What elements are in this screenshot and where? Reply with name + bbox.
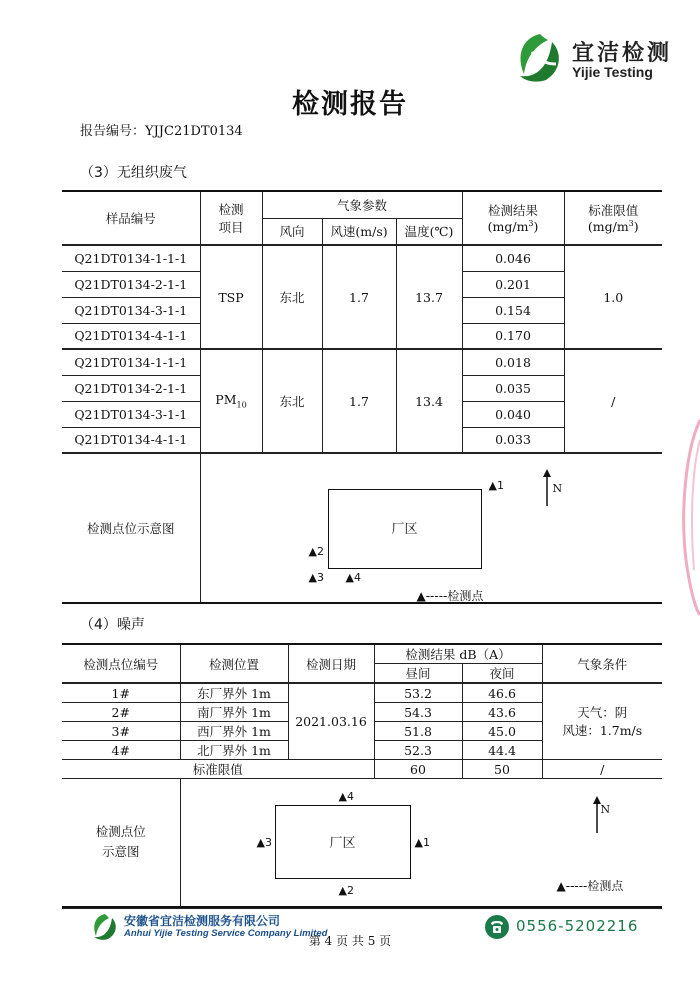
- north-label: N: [600, 803, 611, 816]
- point-2-marker: ▲2: [338, 884, 354, 897]
- point-1-marker: ▲1: [414, 836, 430, 849]
- result-cell: 0.154: [462, 297, 564, 323]
- header-item: 检测 项目: [200, 191, 262, 245]
- phone-number: 0556-5202216: [516, 917, 639, 935]
- logo-en-text: Yijie Testing: [572, 64, 653, 80]
- header-point-no: 检测点位编号: [62, 644, 180, 683]
- result-cell: 0.040: [462, 401, 564, 427]
- sample-cell: Q21DT0134-3-1-1: [62, 297, 200, 323]
- noise-table: [62, 643, 662, 908]
- point-3-marker: ▲3: [308, 571, 324, 584]
- header-day: 昼间: [374, 664, 462, 684]
- night-cell: 44.4: [462, 741, 542, 760]
- night-cell: 43.6: [462, 703, 542, 722]
- company-logo: [512, 30, 672, 86]
- header-result-unit: $(mg/m^3)$: [487, 219, 539, 235]
- point-no-cell: 1#: [62, 683, 180, 703]
- legend-text: ▲-----检测点: [556, 879, 624, 893]
- point-3-marker: ▲3: [256, 836, 272, 849]
- night-cell: 45.0: [462, 722, 542, 741]
- result-cell: 0.018: [462, 349, 564, 375]
- limit-label-cell: 标准限值: [62, 760, 374, 779]
- sample-cell: Q21DT0134-1-1-1: [62, 349, 200, 375]
- weather-cell: 天气：阴 风速：1.7m/s: [542, 683, 662, 760]
- position-cell: 东厂界外 1m: [180, 683, 288, 703]
- limit-weather-cell: /: [542, 760, 662, 779]
- header-result-label: 检测结果: [488, 203, 539, 219]
- temperature-cell: 13.7: [396, 245, 462, 349]
- header-result: [462, 191, 564, 245]
- table-row: [62, 245, 662, 271]
- logo-leaf-icon: [512, 30, 568, 86]
- header-sample-no: 样品编号: [62, 191, 200, 245]
- day-cell: 54.3: [374, 703, 462, 722]
- factory-area-box: [275, 805, 411, 879]
- sample-cell: Q21DT0134-2-1-1: [62, 271, 200, 297]
- phone-icon: [484, 914, 510, 940]
- diagram-label: 检测点位 示意图: [62, 779, 180, 907]
- diagram-label: 检测点位示意图: [62, 453, 200, 603]
- section3-title: （3）无组织废气: [80, 165, 187, 181]
- wind-dir-cell: 东北: [262, 245, 322, 349]
- document-title: 检测报告: [292, 89, 408, 120]
- report-number: 报告编号：YJJC21DT0134: [80, 124, 243, 139]
- sample-cell: Q21DT0134-1-1-1: [62, 245, 200, 271]
- result-cell: 0.170: [462, 323, 564, 349]
- header-limit: [564, 191, 662, 245]
- monitoring-point-diagram: [200, 453, 662, 603]
- table-row: [62, 349, 662, 375]
- result-cell: 0.033: [462, 427, 564, 453]
- footer-phone: [484, 914, 664, 940]
- page-number: 第 4 页 共 5 页: [308, 934, 392, 948]
- header-date: 检测日期: [288, 644, 374, 683]
- wind-speed-cell: 1.7: [322, 349, 396, 453]
- result-cell: 0.035: [462, 375, 564, 401]
- waste-gas-table: [62, 190, 662, 604]
- limit-day-cell: 60: [374, 760, 462, 779]
- footer-divider: [62, 908, 662, 909]
- limit-cell: 1.0: [564, 245, 662, 349]
- north-label: N: [552, 482, 563, 495]
- logo-cn-text: 宜洁检测: [572, 41, 673, 66]
- header-temperature: 温度(℃): [396, 218, 462, 245]
- factory-area-label: 厂区: [329, 836, 356, 851]
- wind-dir-cell: 东北: [262, 349, 322, 453]
- sample-cell: Q21DT0134-4-1-1: [62, 323, 200, 349]
- point-no-cell: 4#: [62, 741, 180, 760]
- position-cell: 西厂界外 1m: [180, 722, 288, 741]
- header-weather: 气象条件: [542, 644, 662, 683]
- sample-cell: Q21DT0134-4-1-1: [62, 427, 200, 453]
- header-result: 检测结果 dB（A）: [374, 644, 542, 664]
- company-leaf-icon: [90, 912, 120, 942]
- day-cell: 51.8: [374, 722, 462, 741]
- point-no-cell: 2#: [62, 703, 180, 722]
- company-cn-name: 安徽省宜洁检测服务有限公司: [124, 914, 281, 928]
- point-4-marker: ▲4: [338, 790, 354, 803]
- item-cell: TSP: [200, 245, 262, 349]
- position-cell: 北厂界外 1m: [180, 741, 288, 760]
- header-limit-unit: $(mg/m^3)$: [587, 219, 639, 235]
- point-4-marker: ▲4: [345, 571, 361, 584]
- header-night: 夜间: [462, 664, 542, 684]
- section4-title: （4）噪声: [80, 617, 145, 633]
- factory-area-label: 厂区: [391, 522, 418, 537]
- legend-text: ▲-----检测点: [416, 589, 484, 603]
- company-en-name: Anhui Yijie Testing Service Company Limited: [124, 928, 328, 939]
- limit-row: [62, 760, 662, 779]
- sample-cell: Q21DT0134-3-1-1: [62, 401, 200, 427]
- night-cell: 46.6: [462, 683, 542, 703]
- noise-point-diagram: [180, 779, 662, 907]
- temperature-cell: 13.4: [396, 349, 462, 453]
- seal-stamp-edge: [678, 410, 700, 620]
- factory-area-box: [328, 489, 482, 569]
- item-cell: $PM_{10}$: [200, 349, 262, 453]
- limit-night-cell: 50: [462, 760, 542, 779]
- position-cell: 南厂界外 1m: [180, 703, 288, 722]
- day-cell: 53.2: [374, 683, 462, 703]
- date-cell: 2021.03.16: [288, 683, 374, 760]
- header-wind-dir: 风向: [262, 218, 322, 245]
- point-2-marker: ▲2: [308, 545, 324, 558]
- table-row: [62, 683, 662, 703]
- header-position: 检测位置: [180, 644, 288, 683]
- point-1-marker: ▲1: [488, 479, 504, 492]
- header-wind-speed: 风速(m/s): [322, 218, 396, 245]
- point-no-cell: 3#: [62, 722, 180, 741]
- result-cell: 0.201: [462, 271, 564, 297]
- day-cell: 52.3: [374, 741, 462, 760]
- header-weather: 气象参数: [262, 191, 462, 218]
- wind-speed-cell: 1.7: [322, 245, 396, 349]
- limit-cell: /: [564, 349, 662, 453]
- header-limit-label: 标准限值: [588, 203, 639, 219]
- sample-cell: Q21DT0134-2-1-1: [62, 375, 200, 401]
- result-cell: 0.046: [462, 245, 564, 271]
